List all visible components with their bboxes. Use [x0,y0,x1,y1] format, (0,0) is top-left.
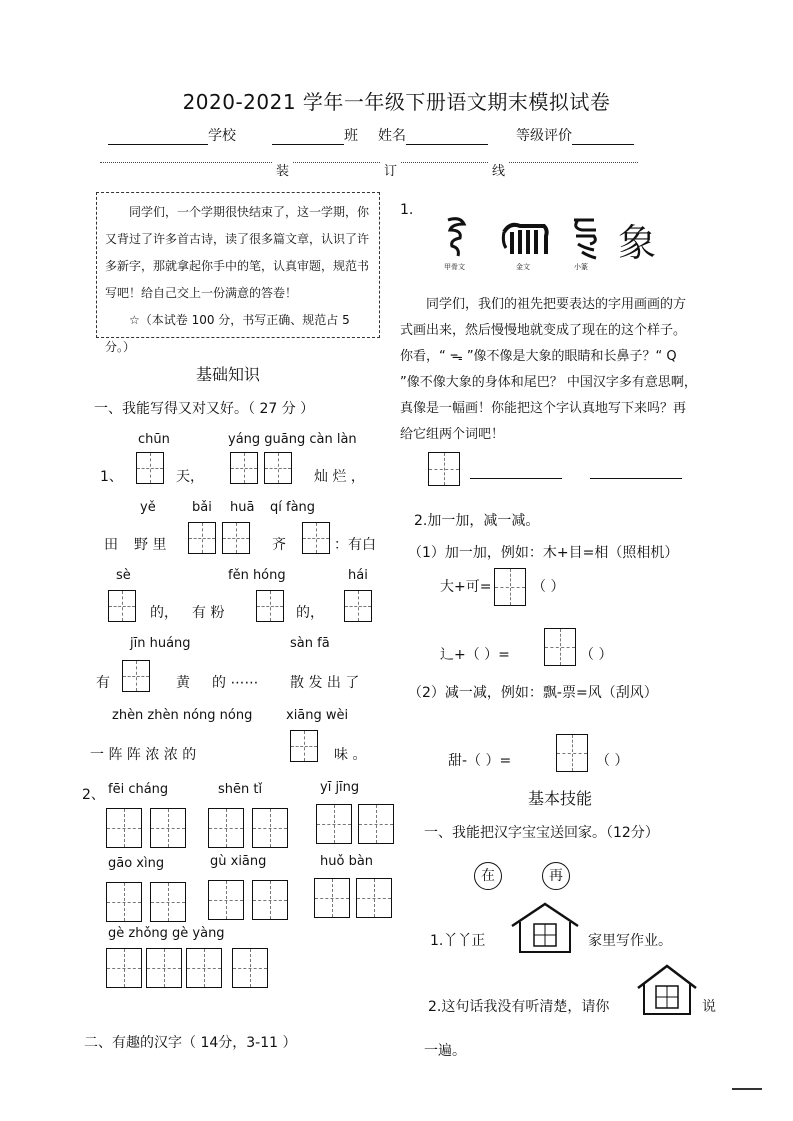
intro-note: ☆（本试卷 100 分，书写正确、规范占 5 分。） [105,313,350,354]
writing-grid[interactable] [122,660,150,692]
sentence-1a: 1.丫丫正 [430,933,486,949]
writing-grid[interactable] [356,878,392,918]
text: 有 [96,675,110,691]
class-field[interactable] [272,125,358,145]
writing-grid[interactable] [150,882,186,922]
pinyin: gù xiāng [210,854,267,869]
binding-xian: 线 [488,160,509,179]
text: 味 。 [334,747,367,763]
glyph-label: 小篆 [574,263,588,271]
pinyin: bǎi [192,500,212,515]
writing-grid[interactable] [208,808,244,848]
text: 齐 [272,537,286,553]
answer-line[interactable] [470,478,562,479]
binding-ding: 订 [380,160,401,179]
pinyin: yáng guāng càn làn [228,432,357,447]
writing-grid[interactable] [252,880,288,920]
grade-field[interactable] [516,125,634,145]
answer-paren[interactable]: （ ） [580,647,613,663]
pinyin: huā [230,500,255,515]
answer-line[interactable] [590,478,682,479]
pinyin: xiāng wèi [286,708,349,723]
writing-grid[interactable] [316,804,352,844]
name-label: 姓名 [378,128,406,144]
section-basic-knowledge: 基础知识 [196,365,261,384]
name-field[interactable] [378,125,488,145]
writing-grid[interactable] [106,808,142,848]
writing-grid[interactable] [428,452,460,486]
writing-grid[interactable] [314,878,350,918]
r-q1-number: 1. [400,202,414,218]
bronze-glyph [500,218,550,258]
r-q2-1a: 大+可= [440,579,492,595]
intro-text: 同学们，一个学期很快结束了，这一学期，你又背过了许多首古诗，读了很多篇文章，认识了许多新字，那就拿起你手中的笔，认真审题，规范书写吧！给自己交上一份满意的答卷！ [105,205,370,300]
house-icon[interactable] [634,962,700,1016]
writing-grid[interactable] [150,808,186,848]
school-field[interactable] [108,125,236,145]
sentence-2a: 2.这句话我没有听清楚，请你 [428,999,610,1015]
writing-grid[interactable] [494,568,526,606]
binding-zhuang: 装 [272,160,293,179]
text: 的 ⋯⋯ [212,675,259,691]
school-label: 学校 [208,128,236,144]
item-number: 1、 [100,469,123,485]
pinyin: sè [116,568,131,583]
writing-grid[interactable] [222,522,250,554]
text: ：有白 [334,537,376,553]
character-card-zai[interactable]: 在 [474,862,502,890]
text: 野 里 [134,537,167,553]
grade-label: 等级评价 [516,128,572,144]
writing-grid[interactable] [230,452,258,484]
pinyin: fěn hóng [228,568,286,583]
writing-grid[interactable] [358,804,394,844]
text: 天， [176,469,204,485]
writing-grid[interactable] [106,882,142,922]
oracle-bone-glyph [440,214,472,262]
glyph-label: 金文 [516,263,530,271]
writing-grid[interactable] [208,880,244,920]
text: 灿 烂 ， [314,469,365,485]
sentence-2c: 一遍。 [424,1043,466,1059]
modern-glyph-xiang: 象 [618,221,657,265]
pinyin: yě [140,500,156,515]
binding-line [100,162,638,163]
writing-grid[interactable] [302,522,330,554]
writing-grid[interactable] [108,590,136,622]
paragraph-text: 同学们，我们的祖先把要表达的字用画画的方式画出来，然后慢慢地就变成了现在的这个样子。你看，“ ᯓ ”像不像是大象的眼睛和长鼻子？“ Q ”像不像大象的身体和尾巴？ 中国汉字多有意思啊，真像是一幅画！你能把这个字认真地写下来吗？再给它组两个词吧！ [400,297,697,442]
item-number: 2、 [82,787,105,803]
writing-grid[interactable] [252,808,288,848]
r-q2-1: （1）加一加，例如：木+目=相（照相机） [408,545,679,561]
writing-grid[interactable] [556,734,588,772]
character-card-zai2[interactable]: 再 [542,862,570,890]
s3-q1-title: 一、我能把汉字宝宝送回家。（12分） [424,825,659,841]
house-icon[interactable] [508,900,582,954]
r-q1-paragraph [400,292,698,448]
page-marker [732,1088,762,1090]
text: 的， [296,605,324,621]
pinyin: hái [348,568,368,583]
writing-grid[interactable] [344,590,372,622]
seal-script-glyph [568,214,602,260]
sentence-1b: 家里写作业。 [588,933,672,949]
writing-grid[interactable] [544,628,576,666]
pinyin: yī jīng [320,780,360,795]
text: 田 [104,537,118,553]
pinyin: shēn tǐ [218,782,263,797]
writing-grid[interactable] [188,522,216,554]
section2-title: 二、有趣的汉字（ 14分，3-11 ） [84,1035,297,1051]
sentence-2b: 说 [702,999,716,1015]
text: 的， [150,605,178,621]
section-basic-skills: 基本技能 [528,789,593,808]
pinyin: sàn fā [290,636,330,651]
r-q2-2: （2）减一减，例如：飘-票=风（刮风） [408,685,658,701]
q1-title: 一、我能写得又对又好。（ 27 分 ） [94,401,315,417]
r-q2-title: 2.加一加，减一减。 [414,513,540,529]
pinyin: huǒ bàn [320,854,374,869]
page-title: 2020-2021 学年一年级下册语文期末模拟试卷 [182,90,611,114]
text: 黄 [176,675,190,691]
writing-grid[interactable] [186,948,222,988]
writing-grid[interactable] [106,948,142,988]
r-q2-1b: 辶+（ ）= [440,647,510,663]
text: 散 发 出 了 [290,675,360,691]
pinyin: fēi cháng [108,782,169,797]
intro-box [96,192,380,354]
writing-grid[interactable] [146,948,182,988]
answer-paren[interactable]: （ ） [532,579,565,595]
text: 有 粉 [192,605,225,621]
writing-grid[interactable] [232,948,268,988]
pinyin: zhèn zhèn nóng nóng [112,708,253,723]
text: 一 阵 阵 浓 浓 的 [90,747,197,763]
r-q2-2a: 甜-（ ）= [448,753,512,769]
pinyin: chūn [138,432,170,447]
answer-paren[interactable]: （ ） [596,753,629,769]
glyph-label: 甲骨文 [444,263,465,271]
pinyin: gāo xìng [108,856,165,871]
writing-grid[interactable] [264,452,292,484]
class-label: 班 [344,128,358,144]
writing-grid[interactable] [256,590,284,622]
writing-grid[interactable] [290,730,318,762]
pinyin: gè zhǒng gè yàng [108,926,225,941]
pinyin: qí fàng [270,500,316,515]
writing-grid[interactable] [136,452,164,484]
pinyin: jīn huáng [130,636,191,651]
